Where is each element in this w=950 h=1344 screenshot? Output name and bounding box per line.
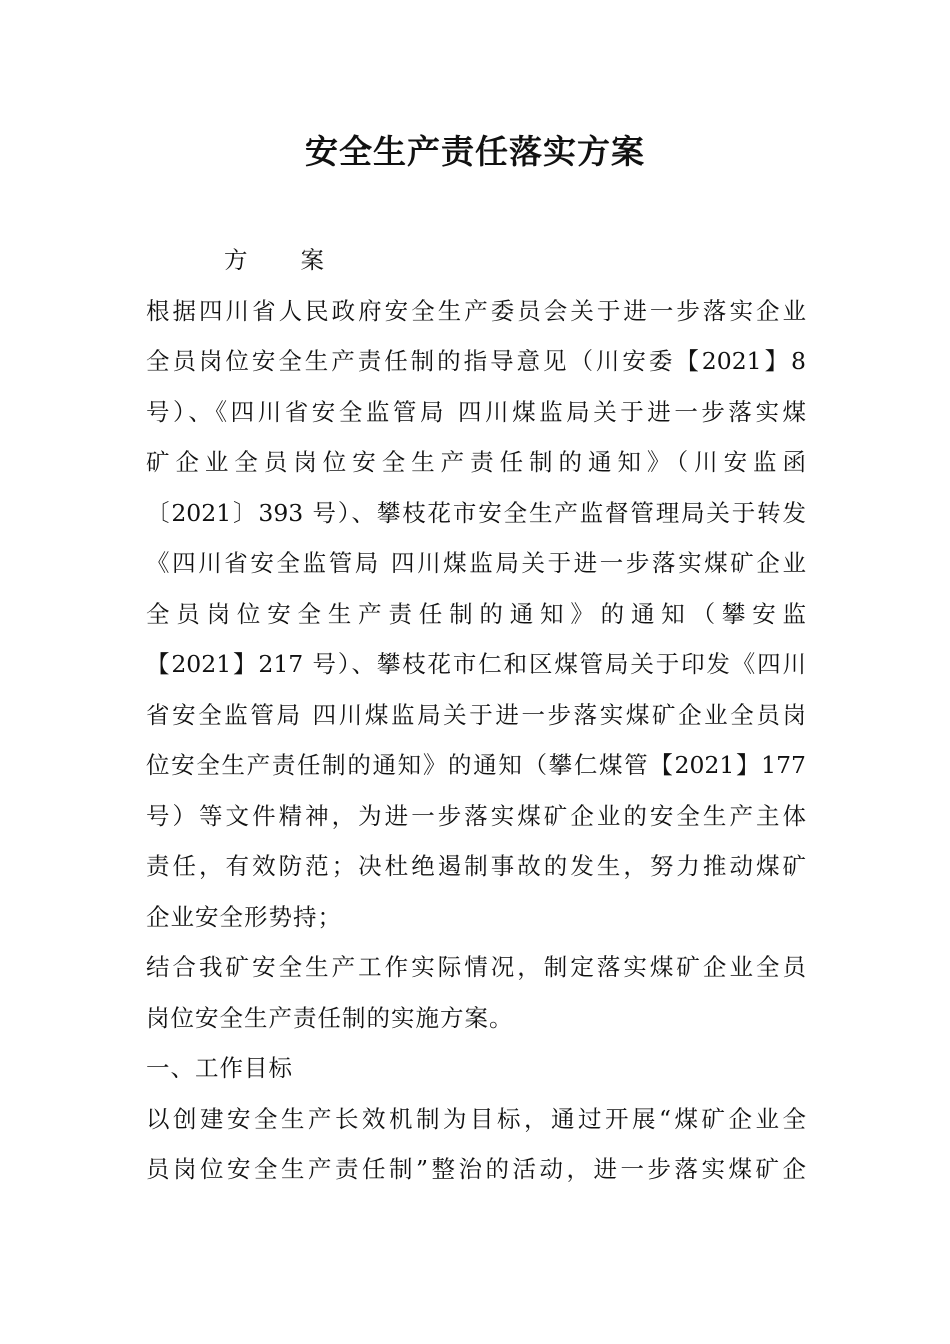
body-line: 全员岗位安全生产责任制的指导意见（川安委【2021】8	[146, 347, 806, 375]
body-line: 〔2021〕393 号）、攀枝花市安全生产监督管理局关于转发	[146, 498, 806, 527]
body-line: 【2021】217 号）、攀枝花市仁和区煤管局关于印发《四川	[146, 650, 806, 678]
body-line: 矿企业全员岗位安全生产责任制的通知》（川安监函	[146, 448, 806, 476]
body-line: 结合我矿安全生产工作实际情况，制定落实煤矿企业全员	[146, 953, 806, 981]
body-line: 省安全监管局 四川煤监局关于进一步落实煤矿企业全员岗	[146, 700, 806, 729]
body-line: 责任，有效防范；决杜绝遏制事故的发生，努力推动煤矿	[146, 852, 806, 880]
section-heading-work-goal: 一、工作目标	[146, 1054, 293, 1082]
body-line: 号）、《四川省安全监管局 四川煤监局关于进一步落实煤	[146, 397, 806, 426]
document-title: 安全生产责任落实方案	[305, 132, 645, 171]
body-line: 企业安全形势持；	[146, 902, 342, 931]
body-line: 岗位安全生产责任制的实施方案。	[146, 1003, 514, 1032]
body-line: 根据四川省人民政府安全生产委员会关于进一步落实企业	[146, 296, 806, 325]
body-line: 号）等文件精神，为进一步落实煤矿企业的安全生产主体	[146, 801, 806, 830]
section-heading: 方 案	[224, 246, 326, 274]
body-line: 以创建安全生产长效机制为目标，通过开展“煤矿企业全	[146, 1104, 806, 1133]
body-line: 全员岗位安全生产责任制的通知》的通知（攀安监	[146, 599, 806, 628]
document-body	[146, 235, 806, 1195]
body-line: 《四川省安全监管局 四川煤监局关于进一步落实煤矿企业	[146, 549, 806, 577]
body-line: 员岗位安全生产责任制”整治的活动，进一步落实煤矿企	[146, 1155, 806, 1183]
body-line: 位安全生产责任制的通知》的通知（攀仁煤管【2021】177	[146, 751, 806, 779]
